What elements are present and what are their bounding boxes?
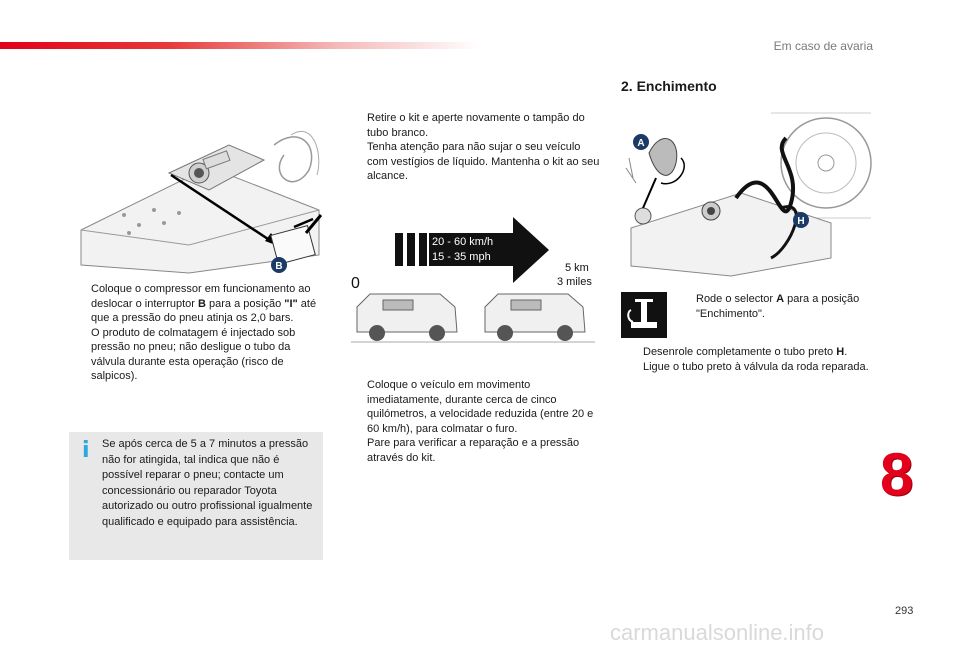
label-b: B <box>275 261 283 272</box>
info-text: Se após cerca de 5 a 7 minutos a pressão não for atingida, tal indica que não é possível reparar o pneu; contacte um concessionário ou reparador Toyota autorizado ou outro profissional igualmente qualificado e equipado para assistência. <box>102 438 313 528</box>
page-number: 293 <box>895 605 914 617</box>
instruction-item <box>345 436 600 465</box>
van-end <box>485 294 585 341</box>
distance-miles: 3 miles <box>557 276 592 288</box>
instruction-text: Desenrole completamente o tubo preto <box>643 346 837 358</box>
instruction-text: Rode o selector <box>696 293 777 305</box>
switch-position: "I" <box>284 297 298 310</box>
instruction-item <box>621 345 875 360</box>
instruction-text: até que a pressão do pneu atinja os 2,0 bars. <box>91 297 317 324</box>
compressor-hose-figure <box>621 108 876 278</box>
van-start <box>357 294 457 341</box>
start-zero: 0 <box>351 275 360 292</box>
header-accent-bar <box>0 42 480 49</box>
instruction-text: Coloque o compressor em funcionamento ao deslocar o interruptor <box>91 283 311 310</box>
instruction-item <box>674 292 874 321</box>
label-h: H <box>797 216 805 227</box>
compressor-switch-figure <box>69 115 323 275</box>
inflation-mode-icon <box>621 292 667 338</box>
instruction-item <box>69 282 323 384</box>
distance-km: 5 km <box>565 262 589 274</box>
speed-kmh: 20 - 60 km/h <box>432 236 494 248</box>
instruction-note: O produto de colmatagem é injectado sob pressão no pneu; não desligue o tubo da válvula durante esta operação (risco de salpicos). <box>91 326 296 382</box>
chapter-number: 8 <box>880 441 914 508</box>
instruction-text: para a posição <box>205 297 285 310</box>
section-title: Em caso de avaria <box>773 39 873 53</box>
instruction-note: Tenha atenção para não sujar o seu veículo com vestígios de líquido. Mantenha o kit ao seu alcance. <box>367 141 600 182</box>
col1-text <box>69 282 323 384</box>
col2-text-top <box>345 111 600 184</box>
watermark: carmanualsonline.info <box>610 620 825 645</box>
instruction-item <box>345 111 600 184</box>
switch-label: B <box>198 297 206 310</box>
pump-icon <box>621 292 667 338</box>
instruction-text: Coloque o veículo em movimento imediatamente, durante cerca de cinco quilómetros, a velocidade reduzida (entre 20 e 60 km/h), para colmatar o furo. <box>367 379 594 435</box>
instruction-text: . <box>844 346 848 358</box>
speed-mph: 15 - 35 mph <box>432 251 491 263</box>
drive-speed-figure <box>345 212 600 347</box>
instruction-text: Retire o kit e aperte novamente o tampão do tubo branco. <box>367 112 585 139</box>
instruction-text: Ligue o tubo preto à válvula da roda reparada. <box>643 360 869 373</box>
info-icon: i <box>82 438 90 463</box>
col3-text-bottom <box>621 345 875 374</box>
hose-label: H <box>836 346 845 358</box>
instruction-text: Pare para verificar a reparação e a pressão através do kit. <box>367 437 580 464</box>
instruction-item <box>345 378 600 436</box>
section-heading: 2. Enchimento <box>621 78 717 94</box>
instruction-text: para a posição "Enchimento". <box>696 293 860 320</box>
info-box <box>69 432 323 560</box>
col3-text-top <box>674 292 874 321</box>
selector-label: A <box>776 293 785 305</box>
label-a: A <box>637 138 645 149</box>
instruction-item <box>621 360 875 375</box>
col2-text-bottom <box>345 378 600 465</box>
